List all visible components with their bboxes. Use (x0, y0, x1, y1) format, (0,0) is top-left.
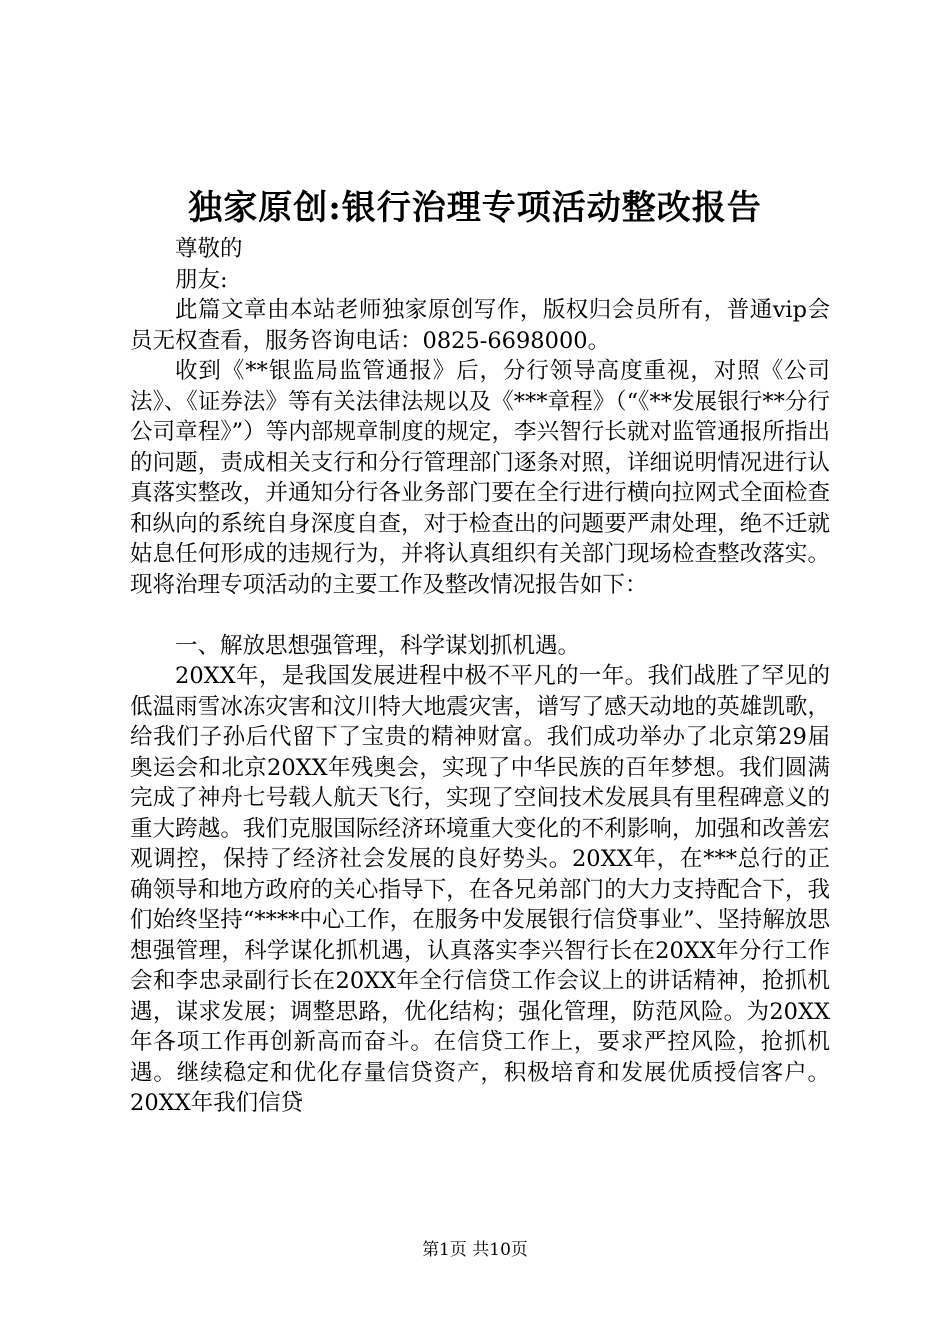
salutation-line-2: 朋友: (175, 266, 228, 293)
intro-paragraph: 收到《**银监局监管通报》后，分行领导高度重视，对照《公司法》、《证券法》等有关法律法规以及《***章程》（“《**发展银行**分行公司章程》”）等内部规章制度的规定，李兴智行长就对监管通报所指出的问题，责成相关支行和分行管理部门逐条对照，详细说明情况进行认真落实整改，并通知分行各业务部门要在全行进行横向拉网式全面检查和纵向的系统自身深度自查，对于检查出的问题要严肃处理，绝不迁就姑息任何形成的违规行为，并将认真组织有关部门现场检查整改落实。现将治理专项活动的主要工作及整改情况报告如下： (130, 358, 830, 598)
section-body-paragraph: 20XX年，是我国发展进程中极不平凡的一年。我们战胜了罕见的低温雨雪冰冻灾害和汶川特大地震灾害，谱写了感天动地的英雄凯歌，给我们子孙后代留下了宝贵的精神财富。我们成功举办了北京第29届奥运会和北京20XX年残奥会，实现了中华民族的百年梦想。我们圆满完成了神舟七号载人航天飞行，实现了空间技术发展具有里程碑意义的重大跨越。我们克服国际经济环境重大变化的不利影响，加强和改善宏观调控，保持了经济社会发展的良好势头。20XX年，在***总行的正确领导和地方政府的关心指导下，在各兄弟部门的大力支持配合下，我们始终坚持“****中心工作，在服务中发展银行信贷事业”、坚持解放思想强管理，科学谋化抓机遇，认真落实李兴智行长在20XX年分行工作会和李忠录副行长在20XX年全行信贷工作会议上的讲话精神，抢抓机遇，谋求发展；调整思路，优化结构；强化管理，防范风险。为20XX年各项工作再创新高而奋斗。在信贷工作上，要求严控风险，抢抓机遇。继续稳定和优化存量信贷资产，积极培育和发展优质授信客户。20XX年我们信贷 (130, 663, 830, 1116)
document-body (130, 234, 830, 1119)
section-heading: 一、解放思想强管理，科学谋划抓机遇。 (175, 632, 581, 659)
copyright-notice-paragraph: 此篇文章由本站老师独家原创写作，版权归会员所有，普通vip会员无权查看，服务咨询电话：0825-6698000。 (130, 297, 830, 354)
salutation-line-1: 尊敬的 (175, 236, 243, 262)
page-footer: 第1页 共10页 (422, 1240, 528, 1260)
paragraph-spacer (130, 600, 830, 631)
document-title: 独家原创:银行治理专项活动整改报告 (188, 188, 762, 228)
